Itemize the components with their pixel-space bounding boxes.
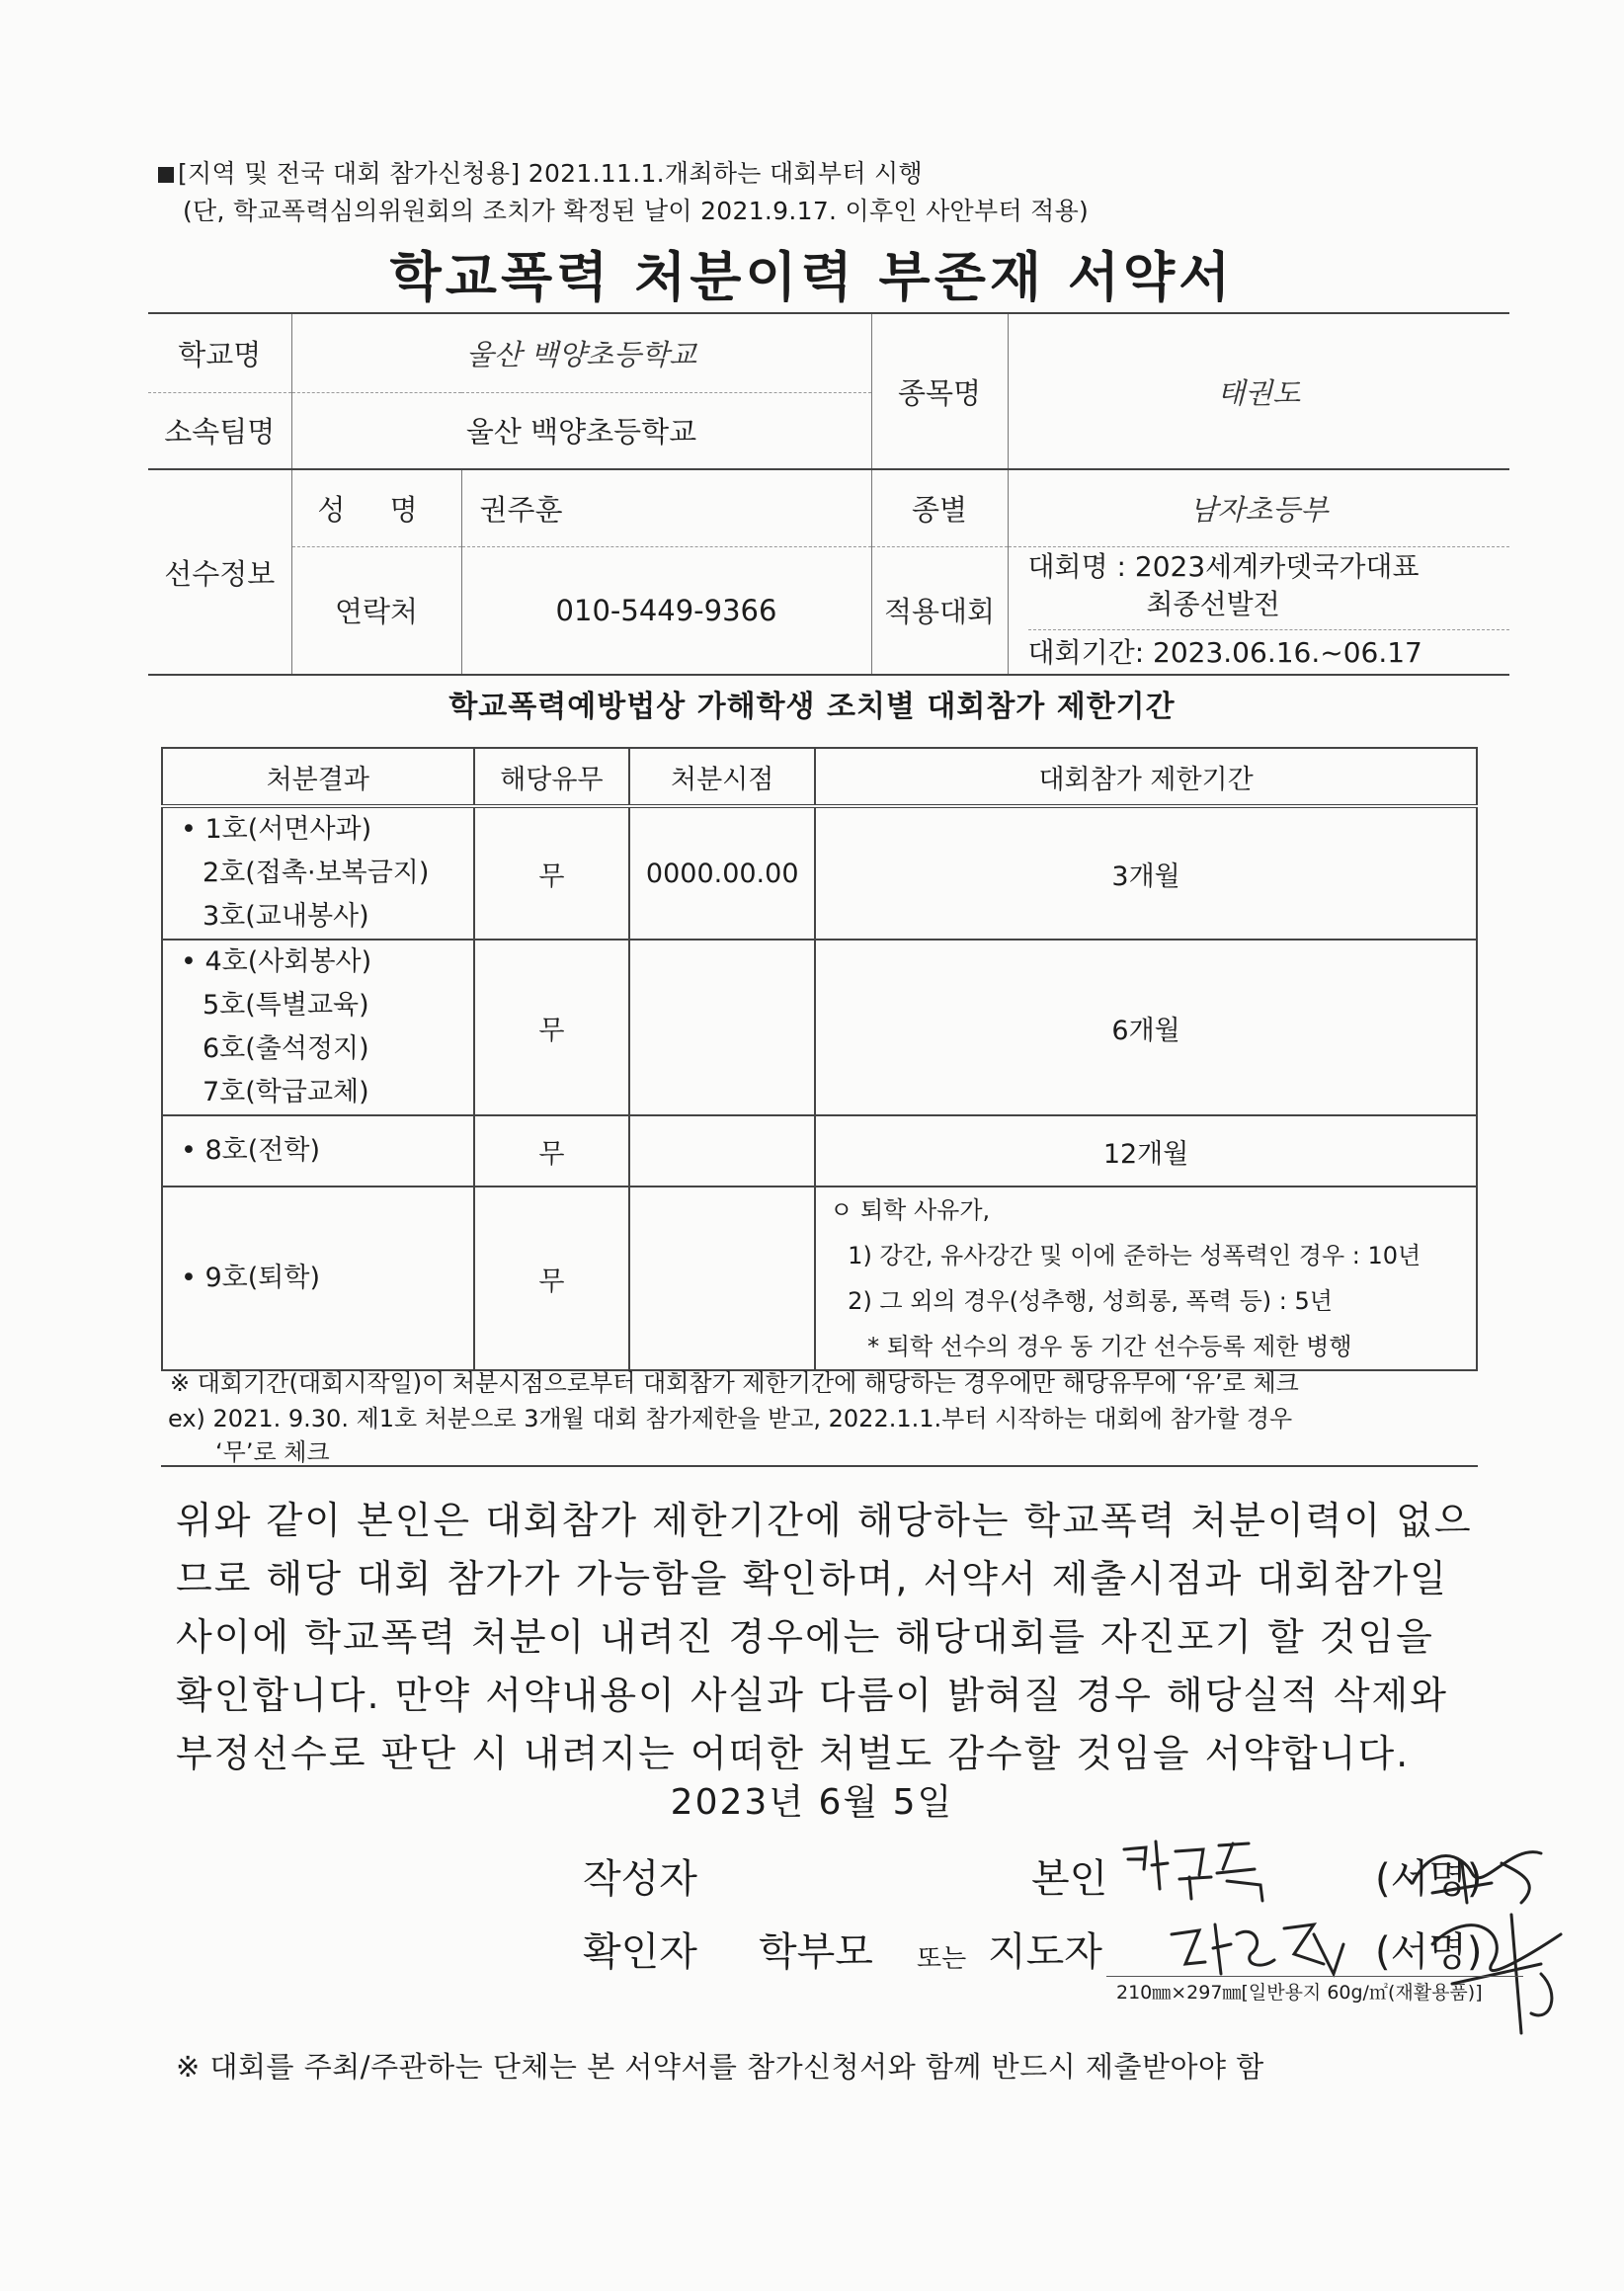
measure-item: • 9호(퇴학) [181, 1263, 320, 1293]
pledge-date: 2023년 6월 5일 [670, 1782, 954, 1823]
contact-value: 010-5449-9366 [461, 546, 871, 675]
table-header-row [162, 748, 1477, 806]
pledge-line: 므로 해당 대회 참가가 가능함을 확인하며, 서약서 제출시점과 대회참가일 [176, 1557, 1448, 1600]
date-cell: 0000.00.00 [629, 806, 815, 940]
restriction-subtitle: 학교폭력예방법상 가해학생 조치별 대회참가 제한기간 [448, 690, 1176, 724]
paper-spec: 210㎜×297㎜[일반용지 60g/㎡(재활용품)] [1116, 1982, 1483, 2004]
measure-item: 7호(학급교체) [203, 1077, 369, 1107]
notice-line-2: (단, 학교폭력심의위원회의 조치가 확정된 날이 2021.9.17. 이후인 사안부터 적용) [183, 197, 1090, 225]
header-measure: 처분결과 [162, 748, 474, 806]
category-label: 종별 [871, 469, 1008, 546]
instructor-sign-label: (서명) [1375, 1929, 1483, 1975]
event-label: 종목명 [871, 313, 1008, 469]
measure-cell [162, 806, 474, 940]
period-cell: 6개월 [815, 940, 1477, 1115]
table-row [162, 806, 1477, 940]
name-label: 성 명 [291, 469, 461, 546]
footer-note: ※ 대회를 주최/주관하는 단체는 본 서약서를 참가신청서와 함께 반드시 제출받아야 함 [176, 2050, 1264, 2084]
square-bullet-icon [158, 167, 174, 183]
notice-line-1 [158, 154, 923, 190]
applicable-cell: 무 [474, 940, 630, 1115]
applicable-cell: 무 [474, 1186, 630, 1370]
instructor-label: 지도자 [988, 1929, 1102, 1975]
pledge-line: 위와 같이 본인은 대회참가 제한기간에 해당하는 학교폭력 처분이력이 없으 [176, 1499, 1473, 1542]
condition-line: ㅇ 퇴학 사유가, [830, 1196, 991, 1224]
measure-item: • 8호(전학) [181, 1135, 320, 1166]
divider [161, 1465, 1478, 1467]
condition-line: 1) 강간, 유사강간 및 이에 준하는 성폭력인 경우 : 10년 [848, 1242, 1421, 1269]
self-sign-label: (서명) [1375, 1856, 1483, 1902]
pledge-line: 부정선수로 판단 시 내려지는 어떠한 처벌도 감수할 것임을 서약합니다. [176, 1732, 1411, 1775]
pledge-line: 확인합니다. 만약 서약내용이 사실과 다름이 밝혀질 경우 해당실적 삭제와 [176, 1674, 1448, 1717]
category-value: 남자초등부 [1008, 469, 1509, 546]
name-value: 권주훈 [461, 469, 871, 546]
note-line-3: ‘무’로 체크 [215, 1438, 330, 1466]
applicable-cell: 무 [474, 806, 630, 940]
event-value: 태권도 [1008, 313, 1509, 469]
measure-item: 5호(특별교육) [203, 990, 369, 1021]
player-info-label: 선수정보 [148, 469, 291, 675]
measure-item: 6호(출석정지) [203, 1033, 369, 1064]
header-applicable: 해당유무 [474, 748, 630, 806]
period-conditions-cell [815, 1186, 1477, 1370]
header-date: 처분시점 [629, 748, 815, 806]
date-cell [629, 1186, 815, 1370]
competition-name: 대회명 : 2023세계카뎃국가대표 [1027, 550, 1420, 584]
period-cell: 12개월 [815, 1115, 1477, 1186]
instructor-seal-scribble [1413, 1895, 1590, 2043]
paper-spec-line [1106, 1976, 1523, 1977]
date-cell [629, 1115, 815, 1186]
note-line-2: ex) 2021. 9.30. 제1호 처분으로 3개월 대회 참가제한을 받고, 2022.1.1.부터 시작하는 대회에 참가할 경우 [168, 1405, 1293, 1432]
page-title: 학교폭력 처분이력 부존재 서약서 [389, 246, 1235, 308]
measure-cell [162, 1186, 474, 1370]
team-value: 울산 백양초등학교 [291, 392, 871, 469]
table-row [162, 1186, 1477, 1370]
competition-cell [1008, 546, 1509, 675]
measure-item: • 1호(서면사과) [181, 814, 372, 845]
note-line-1: ※ 대회기간(대회시작일)이 처분시점으로부터 대회참가 제한기간에 해당하는 경우에만 해당유무에 ‘유’로 체크 [170, 1369, 1299, 1397]
self-handwritten-signature [1116, 1830, 1284, 1909]
table-row [162, 940, 1477, 1115]
info-table [148, 312, 1509, 676]
applicable-cell: 무 [474, 1115, 630, 1186]
competition-name-cont: 최종선발전 [1146, 588, 1280, 621]
parent-label: 학부모 [759, 1929, 873, 1975]
notice-line-1-text: [지역 및 전국 대회 참가신청용] 2021.11.1.개최하는 대회부터 시행 [178, 159, 923, 188]
measure-item: 2호(접촉·보복금지) [203, 858, 430, 888]
team-label: 소속팀명 [148, 392, 291, 469]
condition-line: 2) 그 외의 경우(성추행, 성희롱, 폭력 등) : 5년 [848, 1287, 1333, 1315]
school-value: 울산 백양초등학교 [291, 313, 871, 392]
pledge-text [176, 1492, 1480, 1783]
applied-competition-label: 적용대회 [871, 546, 1008, 675]
date-cell [629, 940, 815, 1115]
measure-cell [162, 1115, 474, 1186]
competition-period: 대회기간: 2023.06.16.~06.17 [1028, 629, 1510, 672]
pledge-line: 사이에 학교폭력 처분이 내려진 경우에는 해당대회를 자진포기 할 것임을 [176, 1615, 1434, 1659]
measure-cell [162, 940, 474, 1115]
restriction-table [161, 747, 1478, 1371]
period-cell: 3개월 [815, 806, 1477, 940]
table-row [162, 1115, 1477, 1186]
writer-label: 작성자 [583, 1856, 697, 1902]
contact-label: 연락처 [291, 546, 461, 675]
header-period: 대회참가 제한기간 [815, 748, 1477, 806]
measure-item: • 4호(사회봉사) [181, 946, 372, 977]
self-label: 본인 [1031, 1856, 1108, 1902]
measure-item: 3호(교내봉사) [203, 901, 369, 932]
or-label: 또는 [917, 1944, 967, 1974]
condition-line: * 퇴학 선수의 경우 동 기간 선수등록 제한 병행 [867, 1333, 1352, 1360]
school-label: 학교명 [148, 313, 291, 392]
confirmer-label: 확인자 [583, 1929, 697, 1975]
